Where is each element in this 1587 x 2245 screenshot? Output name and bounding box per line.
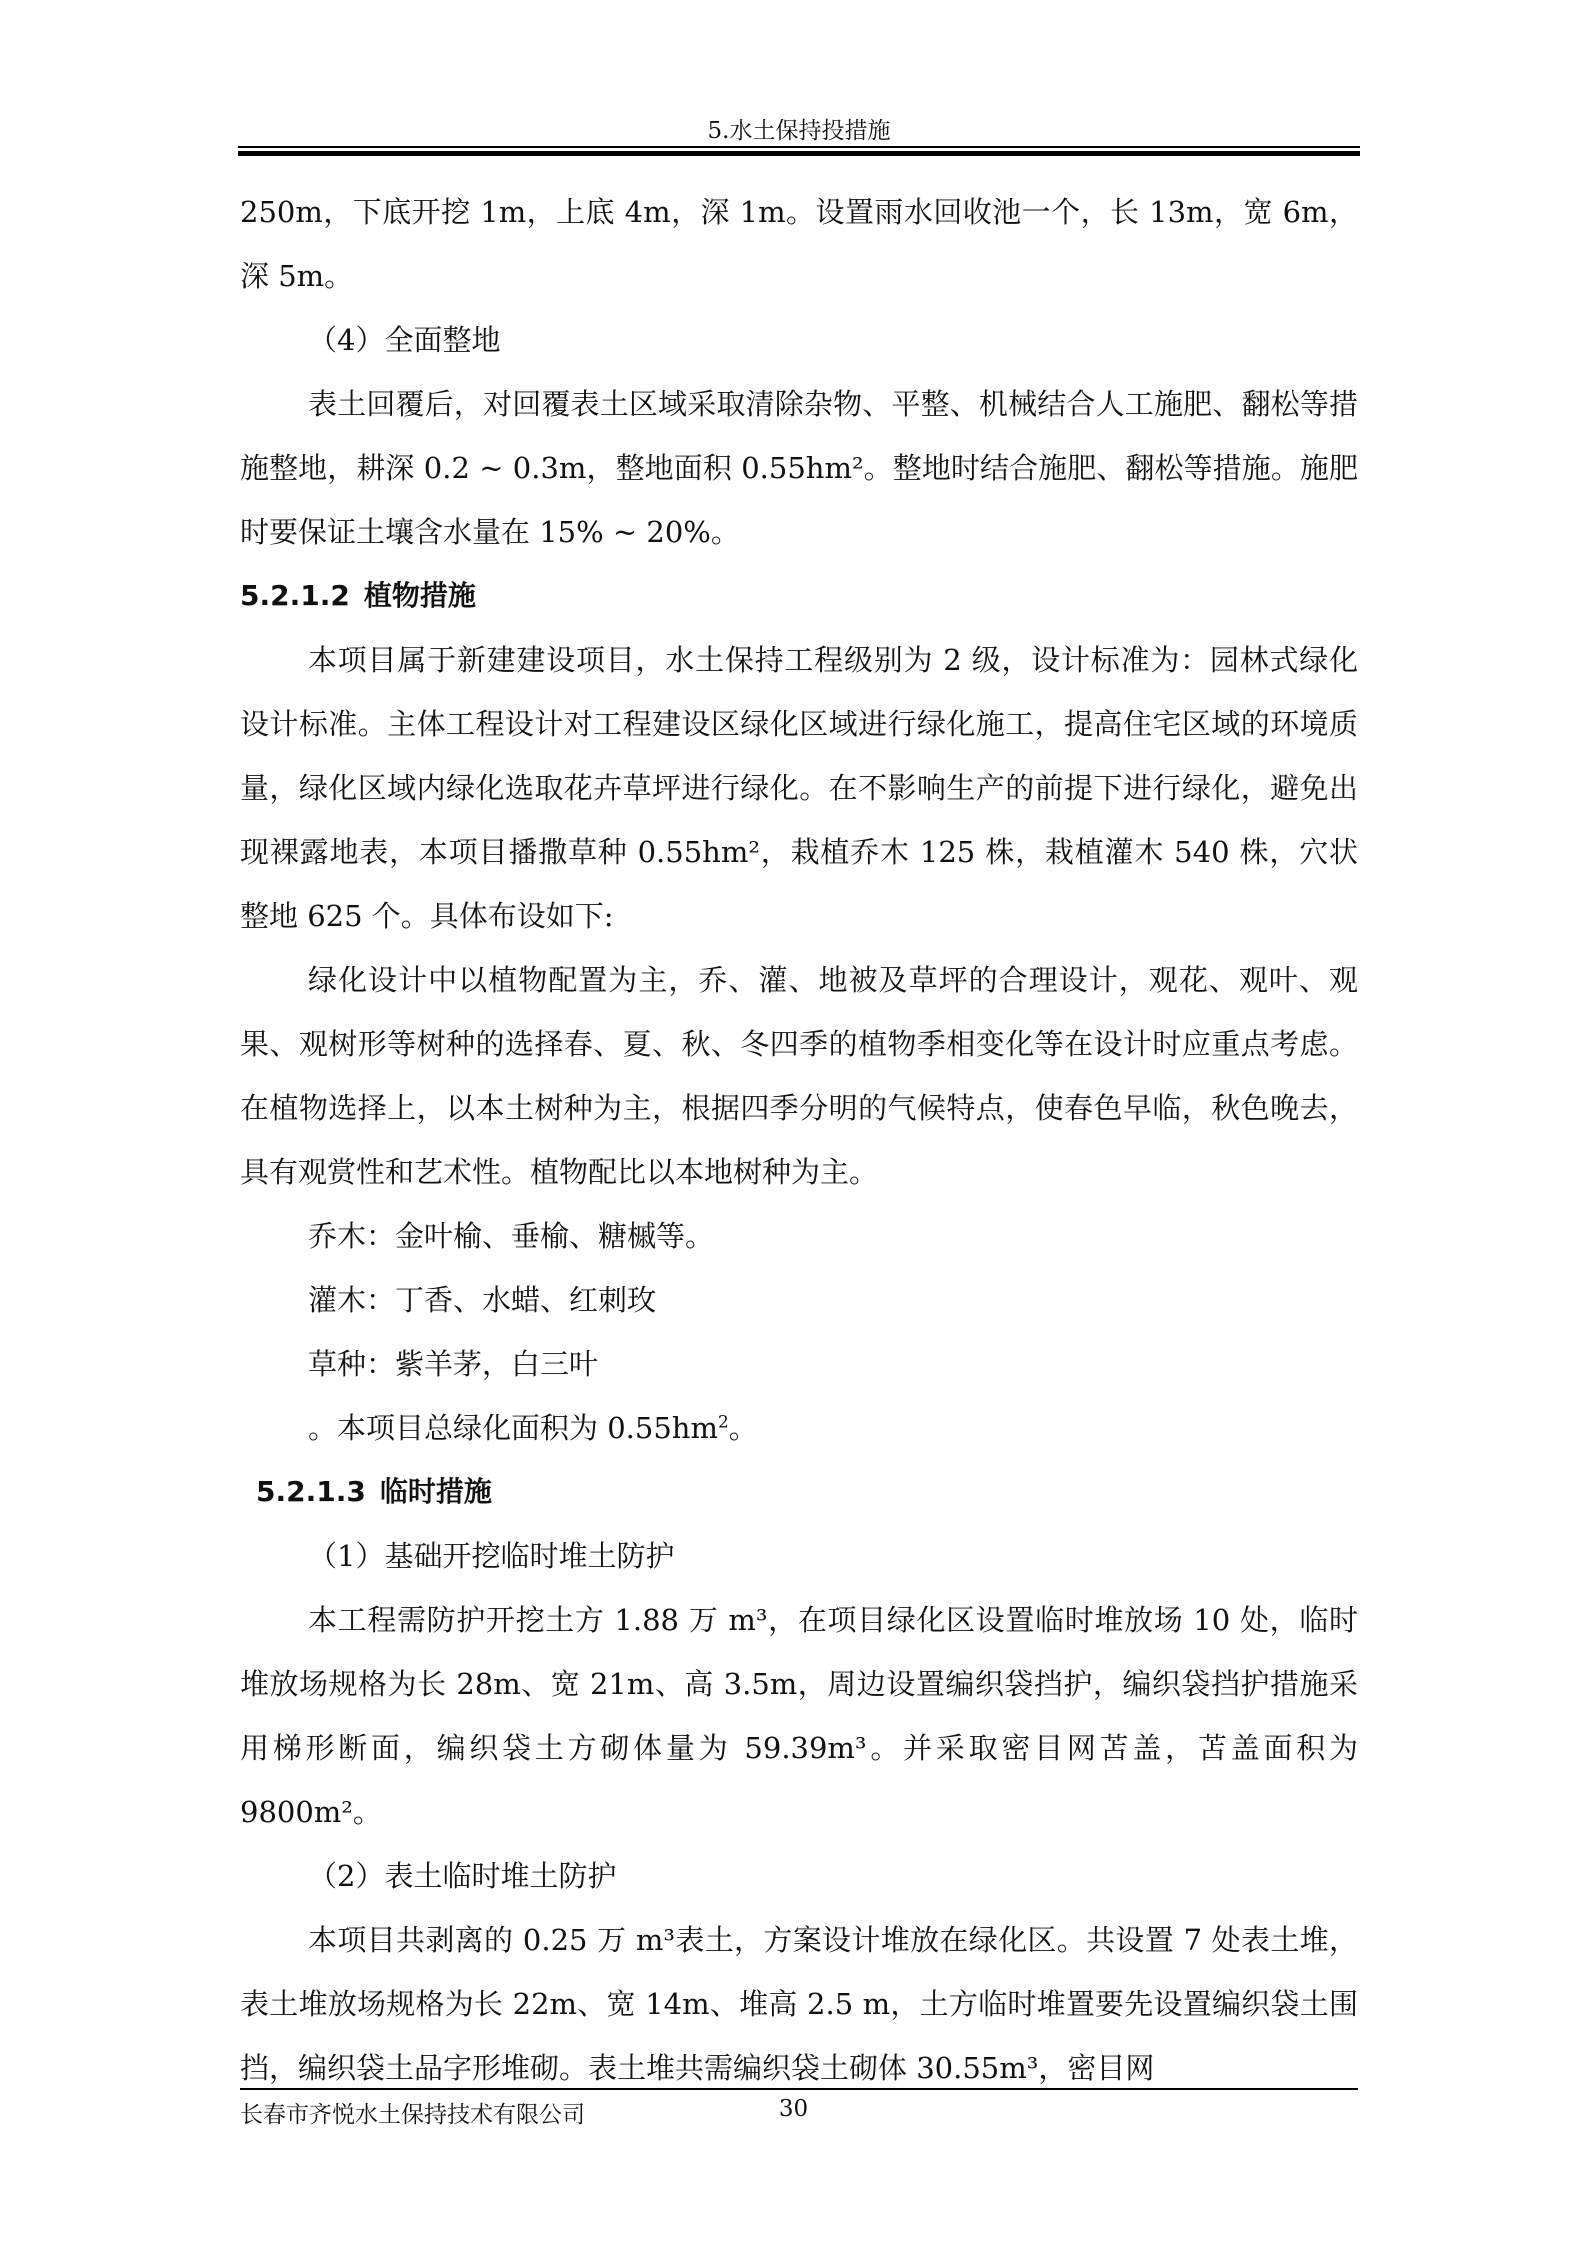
list-item-shrubs: 灌木：丁香、水蜡、红刺玫 [308,1283,657,1317]
section-number: 5.2.1.2 [240,579,350,612]
list-item-grass: 草种：紫羊茅，白三叶 [308,1347,599,1381]
page-number: 30 [778,2096,809,2122]
section-heading-temporary-measures [240,1460,1358,1524]
paragraph-land-leveling: 表土回覆后，对回覆表土区域采取清除杂物、平整、机械结合人工施肥、翻松等措施整地，耕深 0.2 ~ 0.3m，整地面积 0.55hm²。整地时结合施肥、翻松等措施。施肥时要保证土壤含水量在 15% ~ 20%。 [240,387,1358,549]
paragraph-plant-overview: 本项目属于新建建设项目，水土保持工程级别为 2 级，设计标准为：园林式绿化设计标准。主体工程设计对工程建设区绿化区域进行绿化施工，提高住宅区域的环境质量，绿化区域内绿化选取花卉草坪进行绿化。在不影响生产的前提下进行绿化，避免出现裸露地表，本项目播撒草种 0.55hm²，栽植乔木 125 株，栽植灌木 540 株，穴状整地 625 个。具体布设如下: [240,643,1358,933]
paragraph-plant-design: 绿化设计中以植物配置为主，乔、灌、地被及草坪的合理设计，观花、观叶、观果、观树形等树种的选择春、夏、秋、冬四季的植物季相变化等在设计时应重点考虑。在植物选择上，以本土树种为主，根据四季分明的气候特点，使春色早临，秋色晚去，具有观赏性和艺术性。植物配比以本地树种为主。 [240,963,1358,1189]
section-number: 5.2.1.3 [256,1475,366,1508]
paragraph-trench: 250m，下底开挖 1m，上底 4m，深 1m。设置雨水回收池一个，长 13m，宽 6m，深 5m。 [240,195,1358,293]
header-rule-thick [238,151,1360,156]
footer-company: 长春市齐悦水土保持技术有限公司 [240,2102,585,2128]
item-foundation-spoil: （1）基础开挖临时堆土防护 [308,1539,675,1573]
paragraph-topsoil-stockpile: 本项目共剥离的 0.25 万 m³表土，方案设计堆放在绿化区。共设置 7 处表土堆，表土堆放场规格为长 22m、宽 14m、堆高 2.5 m，土方临时堆置要先设置编织袋土围挡，编织袋土品字形堆砌。表土堆共需编织袋土砌体 30.55m³，密目网 [240,1923,1358,2085]
item-topsoil-stockpile: （2）表土临时堆土防护 [308,1859,617,1893]
paragraph-foundation-spoil: 本工程需防护开挖土方 1.88 万 m³，在项目绿化区设置临时堆放场 10 处，临时堆放场规格为长 28m、宽 21m、高 3.5m，周边设置编织袋挡护，编织袋挡护措施采用梯形断面，编织袋土方砌体量为 59.39m³。并采取密目网苫盖，苫盖面积为 9800m²。 [240,1603,1358,1829]
total-green-area-end: 。 [728,1411,758,1445]
footer-rule [240,2088,1358,2090]
list-item-trees: 乔木：金叶榆、垂榆、糖槭等。 [308,1219,715,1253]
total-green-area-text: 。本项目总绿化面积为 0.55hm [308,1411,718,1445]
page-body [240,180,1358,2100]
section-title: 临时措施 [379,1475,492,1508]
item-land-leveling: （4）全面整地 [308,323,501,357]
superscript-exponent: 2 [717,1412,729,1433]
section-heading-plant-measures [240,564,1358,628]
section-title: 植物措施 [363,579,476,612]
header-rule-thin [238,146,1360,148]
paragraph-total-green-area [240,1396,1358,1460]
header-title: 5.水土保持投措施 [707,118,891,144]
